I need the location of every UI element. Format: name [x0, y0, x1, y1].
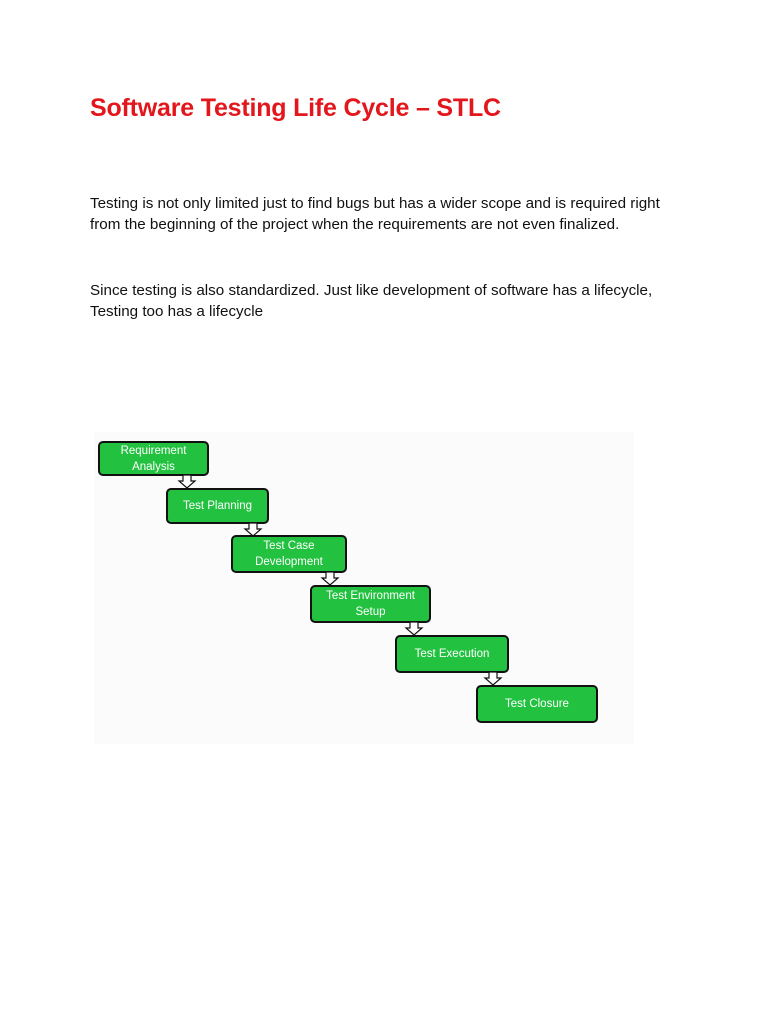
step-requirement-analysis: Requirement Analysis [98, 441, 209, 476]
down-arrow-icon [405, 622, 423, 636]
down-arrow-icon [178, 475, 196, 489]
down-arrow-icon [321, 572, 339, 586]
lifecycle-paragraph: Since testing is also standardized. Just like development of software has a lifecycle, Testing too has a lifecycle [90, 282, 653, 320]
down-arrow-icon [484, 672, 502, 686]
step-test-environment-setup: Test Environment Setup [310, 585, 431, 623]
intro-paragraph: Testing is not only limited just to find bugs but has a wider scope and is required right from the beginning of the project when the requirements are not even finalized. [90, 195, 660, 233]
step-test-execution: Test Execution [395, 635, 509, 673]
step-test-closure: Test Closure [476, 685, 598, 723]
page-title: Software Testing Life Cycle – STLC [90, 94, 501, 122]
step-test-planning: Test Planning [166, 488, 269, 524]
step-test-case-development: Test Case Development [231, 535, 347, 573]
